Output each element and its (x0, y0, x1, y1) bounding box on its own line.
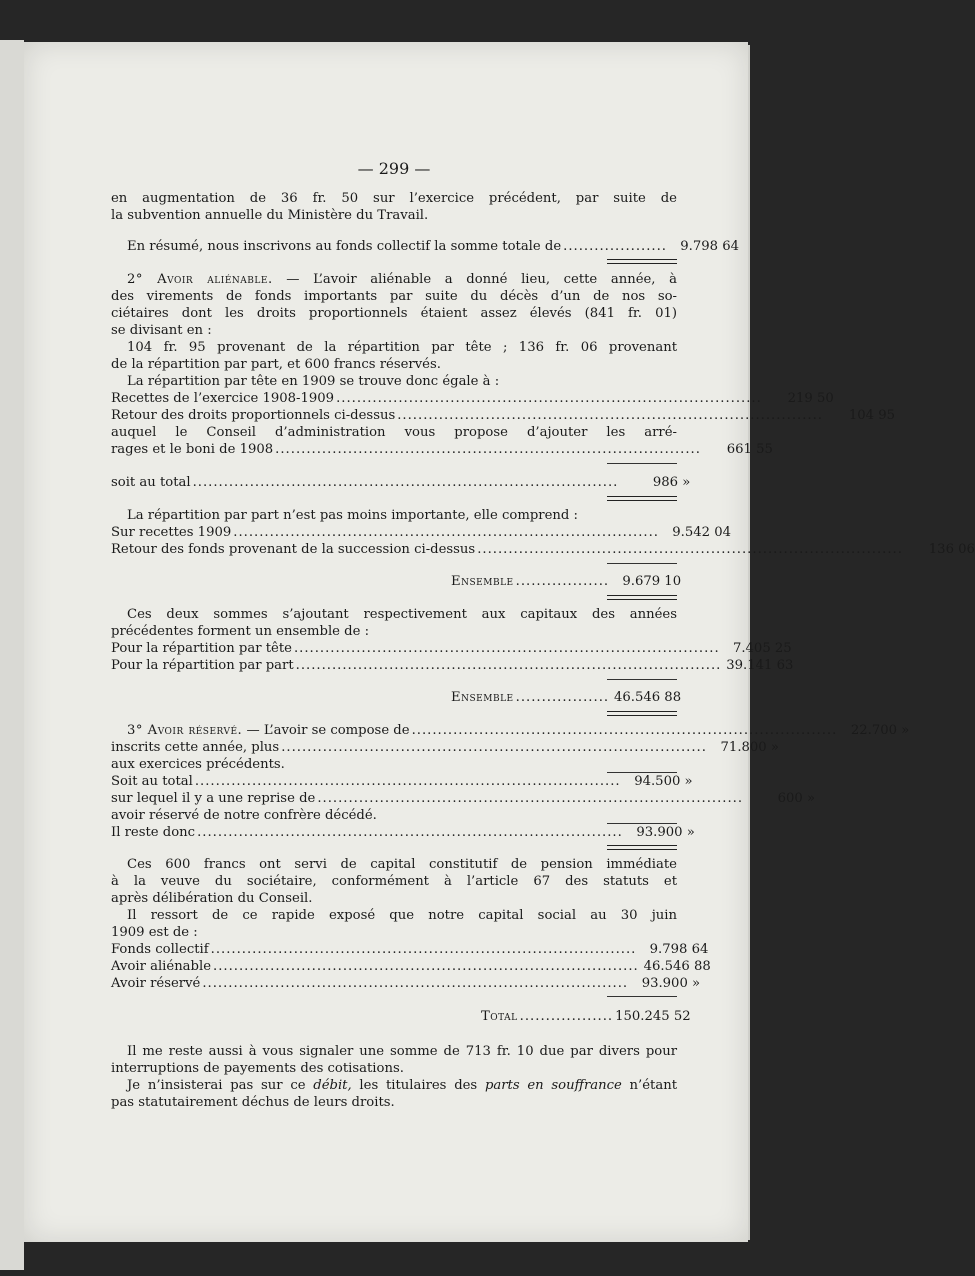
leader-dots: .................................................................................. (281, 740, 707, 755)
row-amount: 93.900 » (641, 976, 701, 991)
row-label: Fonds collectif (111, 942, 209, 957)
leader-dots: .................................................................................. (197, 825, 623, 840)
ledger-row (111, 407, 895, 424)
ledger-row (111, 390, 834, 407)
ledger-row (111, 541, 975, 558)
page-number: — 299 — (357, 159, 431, 178)
leader-dots: .................. (515, 690, 610, 705)
row-label: inscrits cette année, plus (111, 740, 280, 755)
row-label: En résumé, nous inscrivons au fonds collectif la somme totale de (127, 239, 562, 254)
double-rule (607, 711, 677, 716)
row-label: Sur recettes 1909 (111, 525, 232, 540)
text-segment: Je n’insisterai pas sur ce (127, 1078, 314, 1093)
capital-total-row (111, 1008, 691, 1025)
ensemble-row (111, 573, 682, 590)
ledger-total-row (111, 824, 695, 841)
leader-dots: .................................................................................. (202, 976, 629, 991)
text-line: se divisant en : (111, 323, 212, 338)
text-segment: les titulaires des (351, 1078, 485, 1093)
text-line: La répartition par tête en 1909 se trouve donc égale à : (127, 374, 500, 389)
capital-row (111, 958, 711, 975)
text-line: à la veuve du sociétaire, conformément à l’article 67 des statuts et (111, 874, 677, 889)
leader-dots: .................................................................................. (233, 525, 659, 540)
row-label: Soit au total (111, 774, 193, 789)
double-rule (607, 845, 677, 850)
text-line: en augmentation de 36 fr. 50 sur l’exercice précédent, par suite de (111, 191, 677, 206)
text-line: 104 fr. 95 provenant de la répartition par tête ; 136 fr. 06 provenant (127, 340, 677, 355)
resume-row (111, 238, 739, 255)
single-rule (607, 679, 677, 680)
section-heading: 3° Avoir réservé. (127, 723, 243, 738)
text-line: Il ressort de ce rapide exposé que notre capital social au 30 juin (127, 908, 677, 923)
ledger-row (111, 640, 792, 657)
double-rule (607, 595, 677, 600)
ledger-row (111, 657, 794, 674)
section-heading: 2° Avoir aliénable. (127, 272, 273, 287)
leader-dots: .................... (563, 239, 667, 254)
double-rule (607, 259, 677, 264)
row-amount: 661 55 (726, 442, 773, 457)
row-label: soit au total (111, 475, 191, 490)
row-label: Recettes de l’exercice 1908-1909 (111, 391, 335, 406)
leader-dots: .................................................................................. (192, 475, 619, 490)
ledger-row (111, 773, 693, 790)
leader-dots: .................................................................................. (293, 641, 720, 656)
row-label: Retour des droits proportionnels ci-dessus (111, 408, 396, 423)
row-label: Pour la répartition par tête (111, 641, 292, 656)
text-line: la subvention annuelle du Ministère du Travail. (111, 208, 429, 223)
leader-dots: .................................................................................. (317, 791, 744, 806)
leader-dots: .................................................................................. (275, 442, 701, 457)
text-line: précédentes forment un ensemble de : (111, 624, 370, 639)
text-line: pas statutairement déchus de leurs droits. (111, 1095, 395, 1110)
capital-row (111, 941, 709, 958)
row-amount: 7.405 25 (732, 641, 792, 656)
text-segment: — L’avoir aliénable a donné lieu, cette année, à (272, 272, 677, 287)
text-line (111, 1077, 677, 1094)
leader-dots: .................................................................................. (213, 959, 639, 974)
text-line: 1909 est de : (111, 925, 198, 940)
leader-dots: .................................................................................. (194, 774, 621, 789)
leader-dots: .................. (515, 574, 610, 589)
row-amount: 136 06 (928, 542, 975, 557)
section-3-heading-row (111, 722, 910, 739)
text-line: Ces 600 francs ont servi de capital constitutif de pension immédiate (127, 857, 677, 872)
row-label: Ensemble (451, 574, 514, 589)
row-amount: 46.546 88 (613, 690, 682, 705)
row-label: Retour des fonds provenant de la succession ci-dessus (111, 542, 476, 557)
document-page (24, 42, 975, 1242)
row-label: Pour la répartition par part (111, 658, 294, 673)
text-line: Il me reste aussi à vous signaler une somme de 713 fr. 10 due par divers pour (127, 1044, 677, 1059)
leader-dots: .................................................................................. (336, 391, 762, 406)
leader-dots: .................................................................................. (397, 408, 823, 423)
row-amount: 94.500 » (634, 774, 693, 789)
row-amount: 150.245 52 (615, 1009, 691, 1024)
single-rule (607, 563, 677, 564)
row-amount: 219 50 (787, 391, 834, 406)
row-label: Avoir réservé (111, 976, 201, 991)
text-line: auquel le Conseil d’administration vous propose d’ajouter les arré- (111, 425, 677, 440)
row-label: rages et le boni de 1908 (111, 442, 274, 457)
row-amount: 22.700 » (850, 723, 910, 738)
double-rule (607, 496, 677, 501)
leader-dots: .................................................................................. (210, 942, 637, 957)
adjacent-page-edge (0, 40, 24, 1270)
ledger-row (111, 739, 779, 756)
row-amount: 9.679 10 (622, 574, 682, 589)
row-label: Avoir aliénable (111, 959, 212, 974)
row-amount: 9.542 04 (672, 525, 731, 540)
single-rule (607, 463, 677, 464)
row-amount: 93.900 » (636, 825, 695, 840)
text-segment: — L’avoir se compose de (242, 723, 410, 738)
row-label: sur lequel il y a une reprise de (111, 791, 316, 806)
italic-segment: débit, (313, 1078, 352, 1093)
text-line: des virements de fonds importants par suite du décès d’un de nos so- (111, 289, 677, 304)
leader-dots: .................................................................................. (411, 723, 838, 738)
capital-row (111, 975, 701, 992)
row-amount: 46.546 88 (643, 959, 711, 974)
text-line: après délibération du Conseil. (111, 891, 313, 906)
row-amount: 600 » (777, 791, 816, 806)
row-label: Il reste donc (111, 825, 196, 840)
ledger-row (111, 790, 816, 807)
text-segment: n’étant (621, 1078, 677, 1093)
leader-dots: .................................................................................. (477, 542, 903, 557)
text-line: aux exercices précédents. (111, 757, 285, 772)
row-amount: 986 » (652, 475, 691, 490)
leader-dots: .................................................................................. (295, 658, 722, 673)
row-amount: 104 95 (848, 408, 895, 423)
single-rule (607, 996, 677, 997)
row-amount: 71.800 » (720, 740, 779, 755)
text-line: interruptions de payements des cotisations. (111, 1061, 404, 1076)
ledger-total-row (111, 474, 691, 491)
text-line: de la répartition par part, et 600 francs réservés. (111, 357, 441, 372)
ledger-row (111, 524, 731, 541)
row-label: Total (481, 1009, 518, 1024)
text-line: avoir réservé de notre confrère décédé. (111, 808, 377, 823)
text-line: Ces deux sommes s’ajoutant respectivement aux capitaux des années (127, 607, 677, 622)
row-amount: 39.141 63 (726, 658, 794, 673)
row-amount: 9.798 64 (680, 239, 739, 254)
row-amount: 9.798 64 (649, 942, 709, 957)
ledger-row (111, 441, 773, 458)
text-line: La répartition par part n’est pas moins importante, elle comprend : (127, 508, 578, 523)
ensemble-row (111, 689, 682, 706)
leader-dots: .................. (519, 1009, 614, 1024)
row-label: Ensemble (451, 690, 514, 705)
section-2-heading-line (111, 271, 677, 288)
text-line: ciétaires dont les droits proportionnels étaient assez élevés (841 fr. 01) (111, 306, 677, 321)
italic-segment: parts en souffrance (484, 1078, 622, 1093)
